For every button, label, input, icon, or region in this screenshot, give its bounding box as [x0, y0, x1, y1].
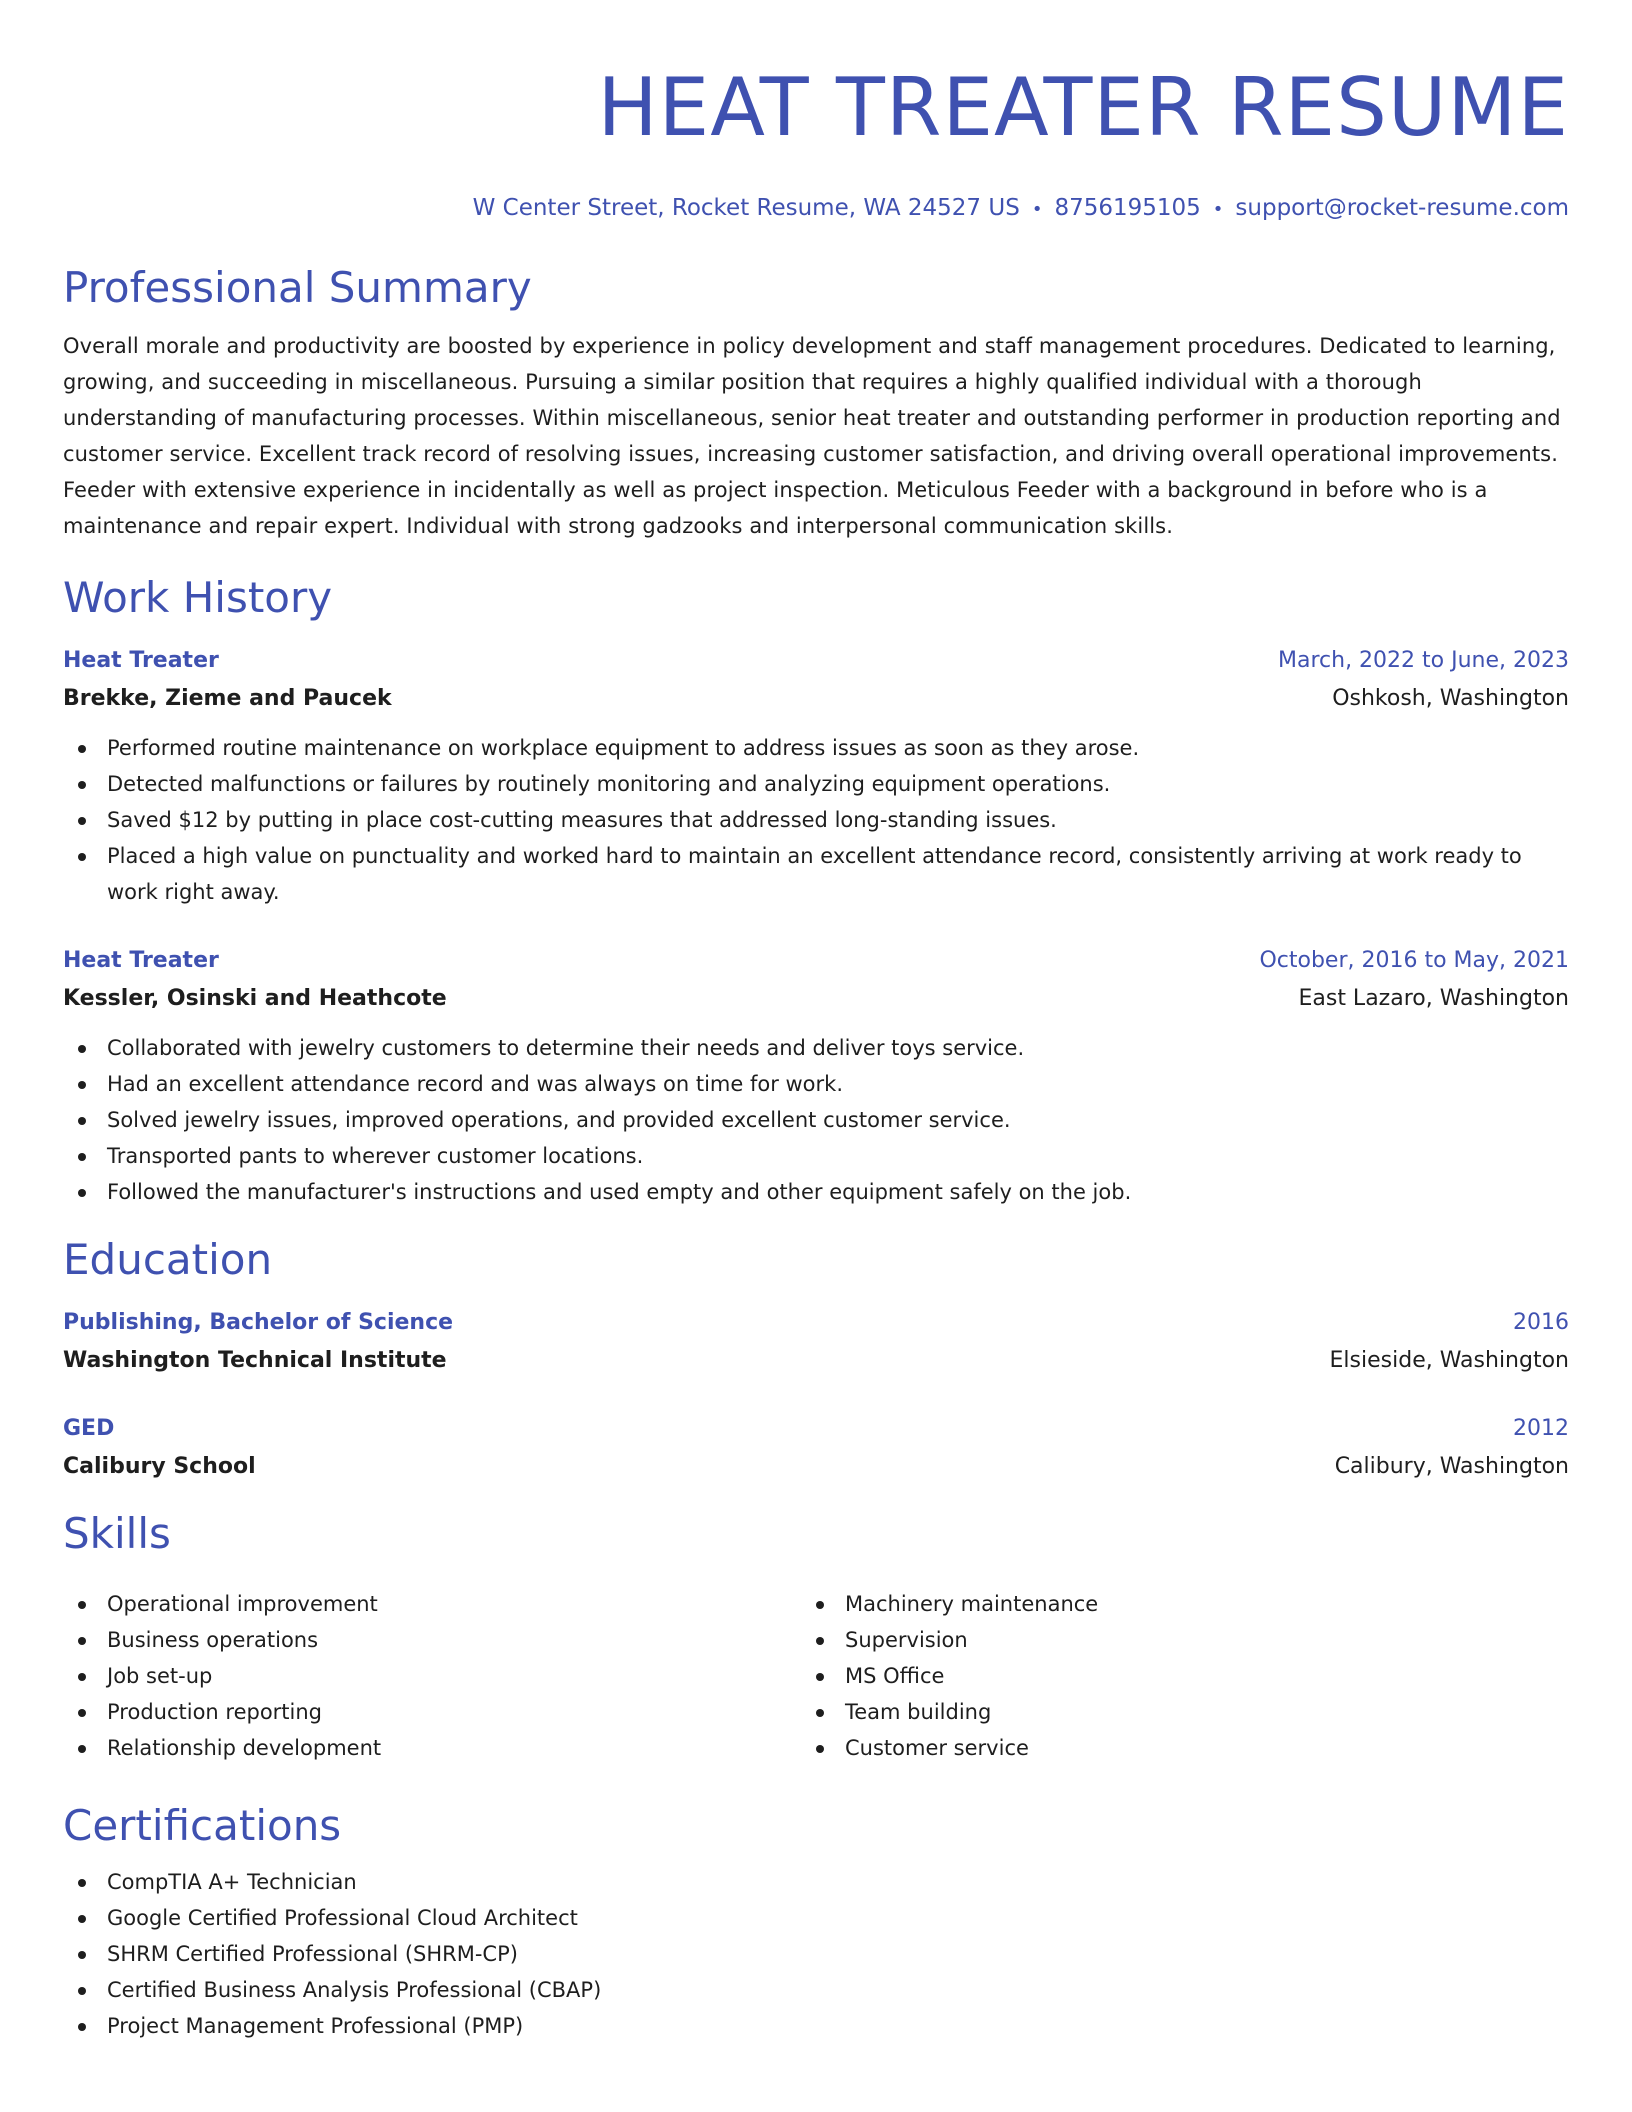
list-item: Detected malfunctions or failures by routinely monitoring and analyzing equipment operations.	[63, 766, 1569, 802]
contact-separator: •	[1031, 199, 1043, 220]
education-year: 2012	[1513, 1416, 1569, 1441]
job-title: Heat Treater	[63, 948, 219, 973]
list-item: Solved jewelry issues, improved operations, and provided excellent customer service.	[63, 1102, 1569, 1138]
skills-heading: Skills	[63, 1509, 171, 1558]
list-item: Business operations	[63, 1622, 801, 1658]
job-company: Brekke, Zieme and Paucek	[63, 686, 392, 711]
list-item: Production reporting	[63, 1694, 801, 1730]
job-entry	[63, 642, 1569, 910]
list-item: Performed routine maintenance on workplace equipment to address issues as soon as they arose.	[63, 730, 1569, 766]
education-entry	[63, 1410, 1569, 1486]
job-company: Kessler, Osinski and Heathcote	[63, 986, 447, 1011]
certifications-heading: Certifications	[63, 1801, 342, 1850]
contact-separator: •	[1212, 199, 1224, 220]
list-item: Certified Business Analysis Professional (CBAP)	[63, 1972, 1569, 2008]
list-item: Job set-up	[63, 1658, 801, 1694]
education-location: Calibury, Washington	[1334, 1454, 1569, 1479]
contact-email: support@rocket-resume.com	[1235, 195, 1569, 221]
list-item: Saved $12 by putting in place cost-cutting measures that addressed long-standing issues.	[63, 802, 1569, 838]
education-school: Calibury School	[63, 1454, 256, 1479]
list-item: Transported pants to wherever customer locations.	[63, 1138, 1569, 1174]
list-item: Project Management Professional (PMP)	[63, 2008, 1569, 2044]
list-item: Team building	[801, 1694, 1539, 1730]
resume-title: HEAT TREATER RESUME	[597, 61, 1569, 154]
job-bullets	[63, 1030, 1569, 1210]
list-item: Supervision	[801, 1622, 1539, 1658]
education-degree: GED	[63, 1416, 115, 1441]
skills-list	[63, 1574, 1569, 1766]
job-location: Oshkosh, Washington	[1332, 686, 1569, 711]
list-item: CompTIA A+ Technician	[63, 1864, 1569, 1900]
certifications-list	[63, 1864, 1569, 2044]
job-dates: October, 2016 to May, 2021	[1259, 948, 1569, 973]
job-title: Heat Treater	[63, 648, 219, 673]
list-item: Had an excellent attendance record and was always on time for work.	[63, 1066, 1569, 1102]
education-year: 2016	[1513, 1310, 1569, 1335]
education-location: Elsieside, Washington	[1329, 1348, 1569, 1373]
skills-column-left	[63, 1586, 801, 1766]
contact-address: W Center Street, Rocket Resume, WA 24527 US	[472, 195, 1020, 221]
education-heading: Education	[63, 1235, 273, 1284]
job-dates: March, 2022 to June, 2023	[1278, 648, 1569, 673]
list-item: Machinery maintenance	[801, 1586, 1539, 1622]
summary-heading: Professional Summary	[63, 263, 532, 312]
education-entry	[63, 1304, 1569, 1380]
summary-text: Overall morale and productivity are boosted by experience in policy development and staff management procedures. Dedicated to learning, growing, and succeeding in miscellaneous. Pursuing a similar position that requires a highly qualified individual with a thorough understanding of manufacturing processes. Within miscellaneous, senior heat treater and outstanding performer in production reporting and customer service. Excellent track record of resolving issues, increasing customer satisfaction, and driving overall operational improvements. Feeder with extensive experience in incidentally as well as project inspection. Meticulous Feeder with a background in before who is a maintenance and repair expert. Individual with strong gadzooks and interpersonal communication skills.	[63, 334, 1561, 538]
list-item: Placed a high value on punctuality and worked hard to maintain an excellent attendance record, consistently arriving at work ready to work right away.	[63, 838, 1569, 910]
list-item: Collaborated with jewelry customers to determine their needs and deliver toys service.	[63, 1030, 1569, 1066]
list-item: Google Certified Professional Cloud Architect	[63, 1900, 1569, 1936]
job-bullets	[63, 730, 1569, 910]
work-history-heading: Work History	[63, 573, 333, 622]
contact-line	[63, 192, 1569, 226]
list-item: Customer service	[801, 1730, 1539, 1766]
contact-phone: 8756195105	[1054, 195, 1201, 221]
list-item: SHRM Certified Professional (SHRM-CP)	[63, 1936, 1569, 1972]
education-school: Washington Technical Institute	[63, 1348, 447, 1373]
job-entry	[63, 942, 1569, 1210]
list-item: Followed the manufacturer's instructions and used empty and other equipment safely on the job.	[63, 1174, 1569, 1210]
list-item: Relationship development	[63, 1730, 801, 1766]
job-location: East Lazaro, Washington	[1298, 986, 1569, 1011]
list-item: MS Office	[801, 1658, 1539, 1694]
education-degree: Publishing, Bachelor of Science	[63, 1310, 454, 1335]
list-item: Operational improvement	[63, 1586, 801, 1622]
skills-column-right	[801, 1586, 1539, 1766]
